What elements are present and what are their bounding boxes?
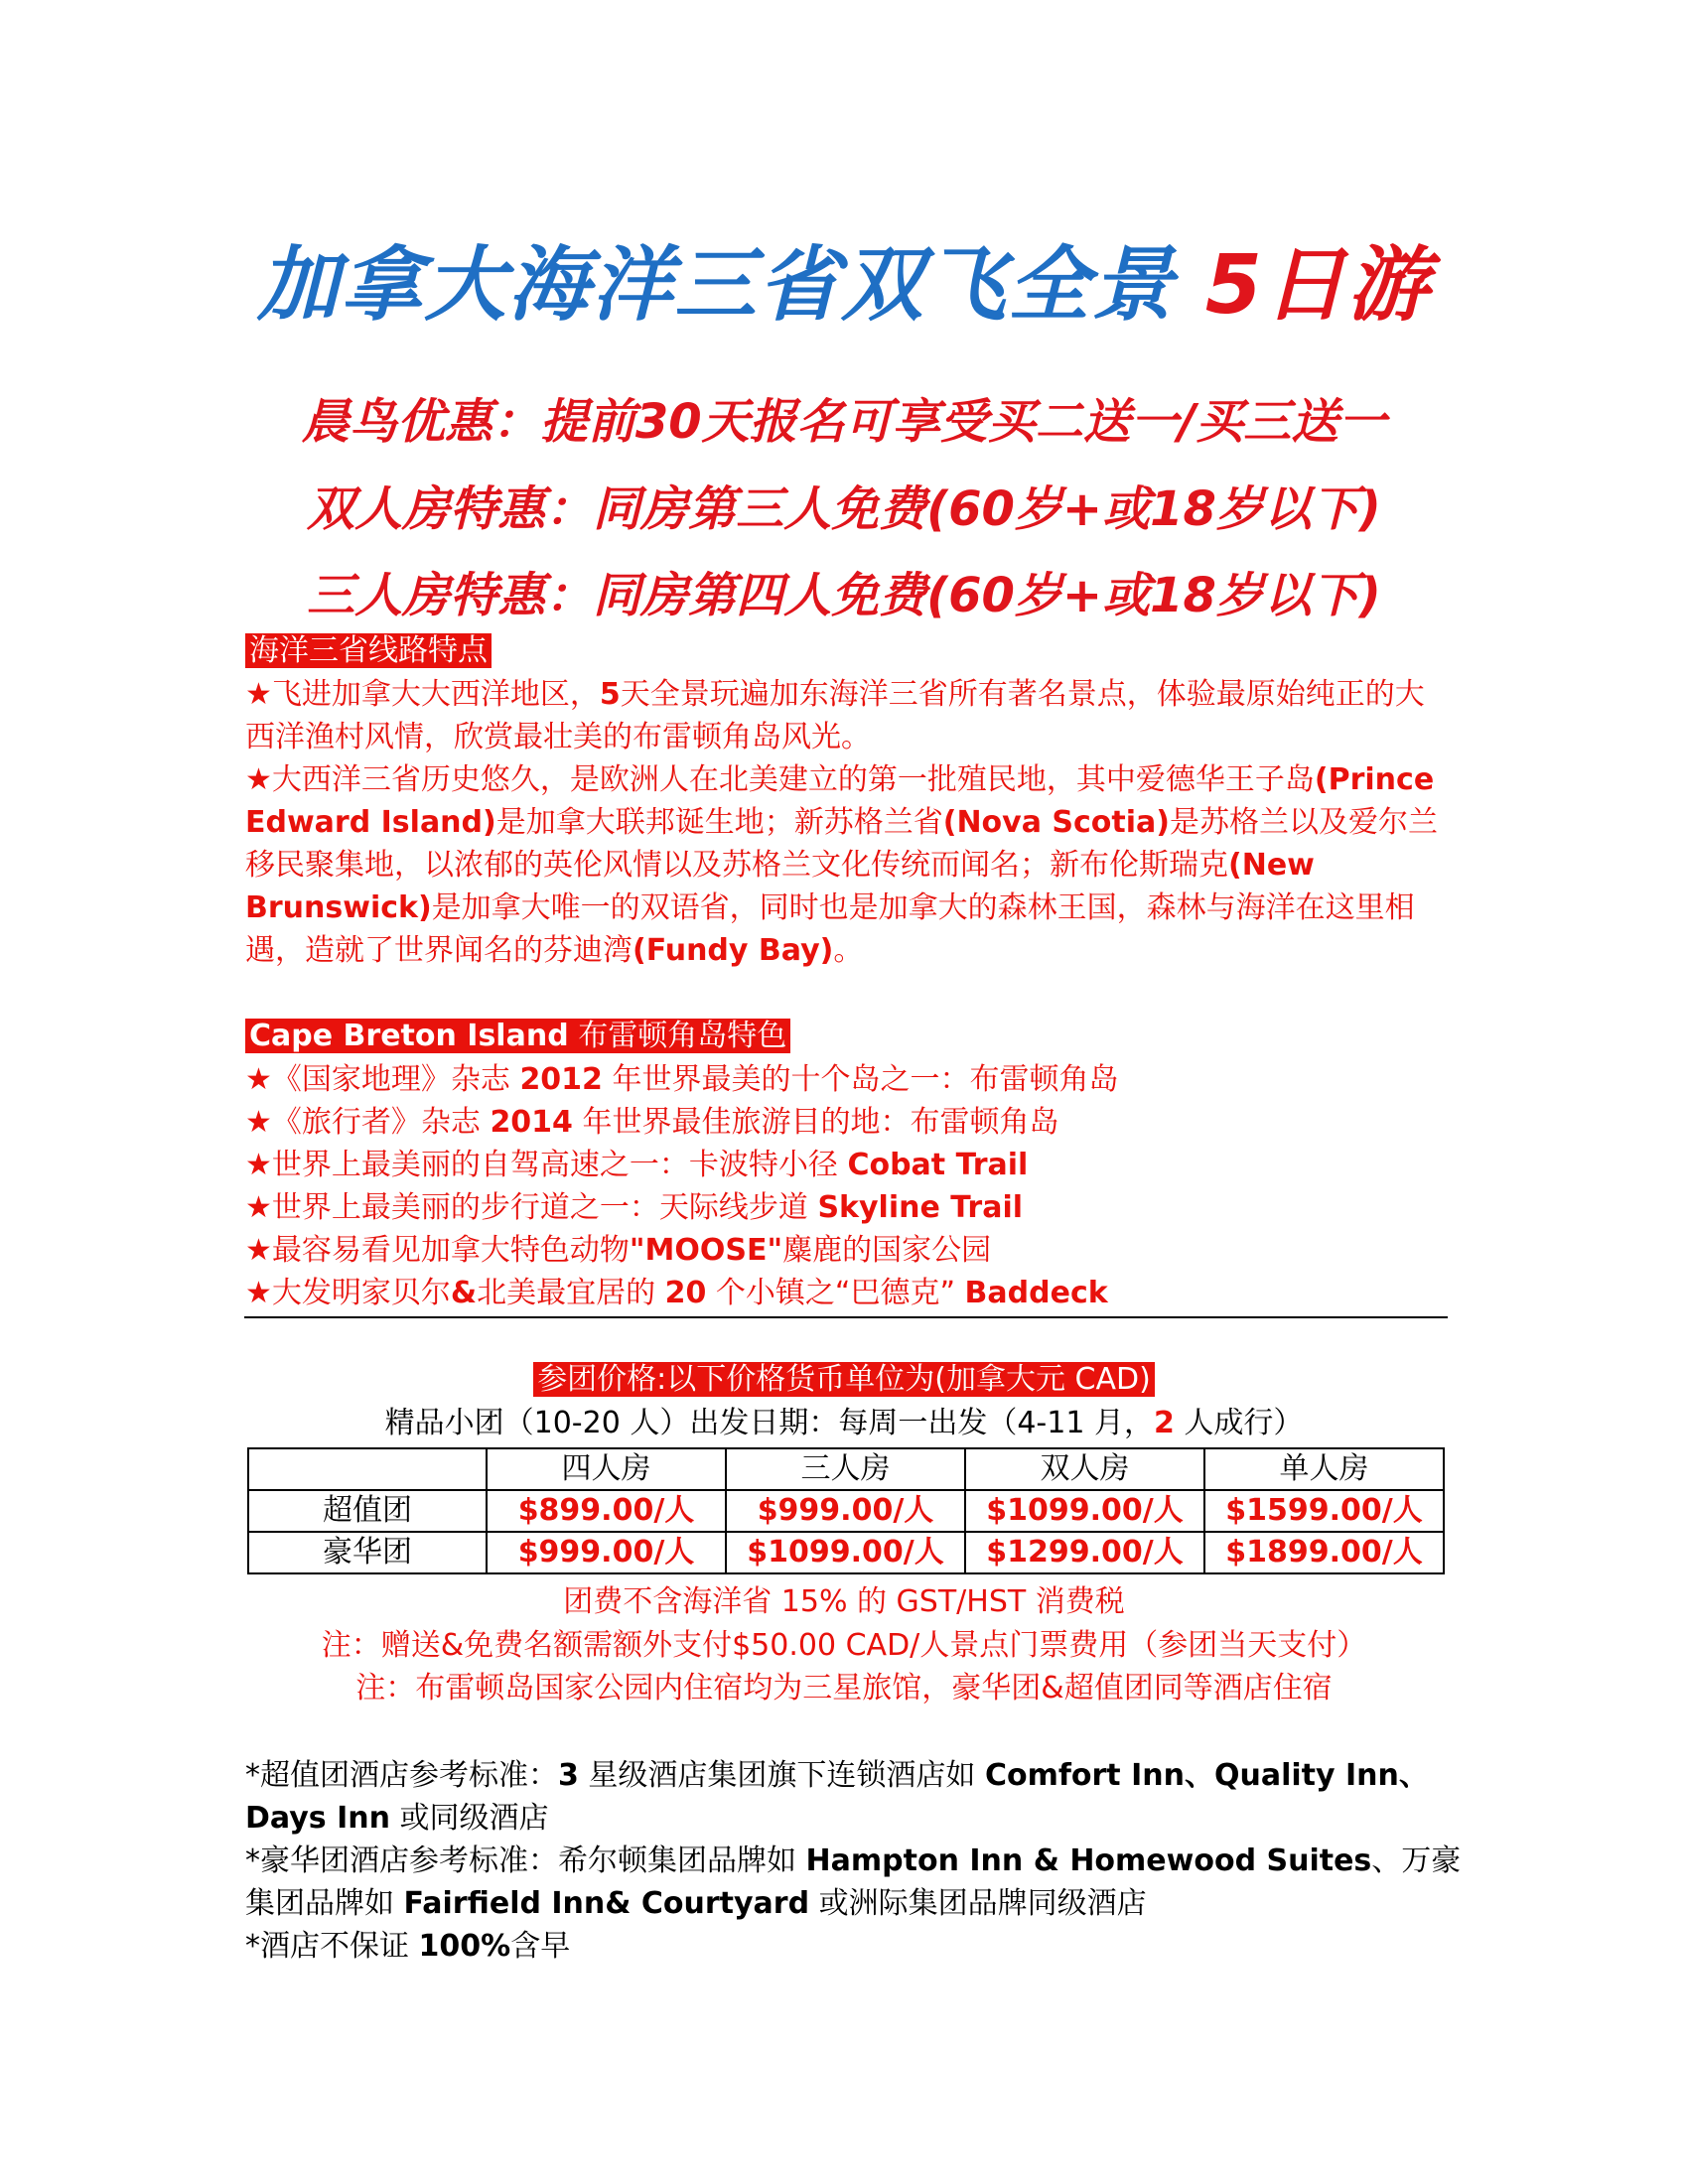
route-description [245,673,1447,972]
price-cell: $1099.00/人 [726,1532,965,1573]
route-paragraph-2: ★大西洋三省历史悠久，是欧洲人在北美建立的第一批殖民地，其中爱德华王子岛(Prince Edward Island)是加拿大联邦诞生地；新苏格兰省(Nova Scotia)是苏格兰以及爱尔兰移民聚集地，以浓郁的英伦风情以及苏格兰文化传统而闻名；新布伦斯瑞克(New Brunswick)是加拿大唯一的双语省，同时也是加拿大的森林王国，森林与海洋在这里相遇，造就了世界闻名的芬迪湾(Fundy Bay)。 [245,762,1438,968]
price-cell: $1299.00/人 [965,1532,1204,1573]
pricing-subheading: 精品小团（10-20 人）出发日期：每周一出发（4-11 月，2 人成行） [384,1406,1304,1440]
list-item: ★世界上最美丽的步行道之一：天际线步道 Skyline Trail [245,1190,1024,1225]
title-main: 加拿大海洋三省双飞全景 [257,238,1176,333]
cape-heading: Cape Breton Island 布雷顿角岛特色 [245,1017,790,1056]
price-cell: $1099.00/人 [965,1490,1204,1532]
accommodation-note: 注：布雷顿岛国家公园内住宿均为三星旅馆，豪华团&超值团同等酒店住宿 [355,1671,1333,1706]
fee-note: 注：赠送&免费名额需额外支付$50.00 CAD/人景点门票费用（参团当天支付） [321,1628,1367,1663]
hotel-notes [245,1754,1467,1968]
page-title [0,220,1688,337]
row-header: 豪华团 [248,1532,487,1573]
section-divider [244,1316,1448,1318]
price-cell: $999.00/人 [487,1532,726,1573]
list-item: ★《国家地理》杂志 2012 年世界最美的十个岛之一：布雷顿角岛 [245,1062,1119,1097]
price-cell: $999.00/人 [726,1490,965,1532]
column-header: 四人房 [487,1448,726,1490]
cape-feature-list [245,1058,1118,1314]
pricing-heading: 参团价格:以下价格货币单位为(加拿大元 CAD) [0,1360,1688,1400]
column-header: 双人房 [965,1448,1204,1490]
tax-note: 团费不含海洋省 15% 的 GST/HST 消费税 [563,1584,1125,1619]
price-table [247,1447,1445,1574]
promo-triple-room: 三人房特惠：同房第四人免费(60岁+或18岁以下) [307,568,1381,623]
price-cell: $899.00/人 [487,1490,726,1532]
title-days: 5日游 [1204,238,1431,333]
promo-early-bird: 晨鸟优惠：提前30天报名可享受买二送一/买三送一 [301,394,1387,450]
table-header-row [248,1448,1444,1490]
column-header: 三人房 [726,1448,965,1490]
promo-double-room: 双人房特惠：同房第三人免费(60岁+或18岁以下) [307,481,1381,537]
route-paragraph-1: ★飞进加拿大大西洋地区，5天全景玩遍加东海洋三省所有著名景点，体验最原始纯正的大西洋渔村风情，欣赏最壮美的布雷顿角岛风光。 [245,677,1425,754]
row-header: 超值团 [248,1490,487,1532]
list-item: ★最容易看见加拿大特色动物"MOOSE"麋鹿的国家公园 [245,1233,992,1268]
list-item: ★《旅行者》杂志 2014 年世界最佳旅游目的地：布雷顿角岛 [245,1105,1059,1140]
list-item: ★世界上最美丽的自驾高速之一：卡波特小径 Cobat Trail [245,1148,1029,1182]
price-cell: $1899.00/人 [1204,1532,1444,1573]
hotel-note-value: *超值团酒店参考标准：3 星级酒店集团旗下连锁酒店如 Comfort Inn、Quality Inn、Days Inn 或同级酒店 [245,1758,1429,1836]
hotel-note-luxury: *豪华团酒店参考标准：希尔顿集团品牌如 Hampton Inn & Homewood Suites、万豪集团品牌如 Fairfield Inn& Courtyard 或洲际集团品牌同级酒店 [245,1843,1462,1921]
list-item: ★大发明家贝尔&北美最宜居的 20 个小镇之“巴德克” Baddeck [245,1276,1108,1310]
table-row [248,1532,1444,1573]
table-row [248,1490,1444,1532]
price-cell: $1599.00/人 [1204,1490,1444,1532]
hotel-note-breakfast: *酒店不保证 100%含早 [245,1929,571,1964]
route-heading: 海洋三省线路特点 [245,631,492,671]
column-header: 单人房 [1204,1448,1444,1490]
